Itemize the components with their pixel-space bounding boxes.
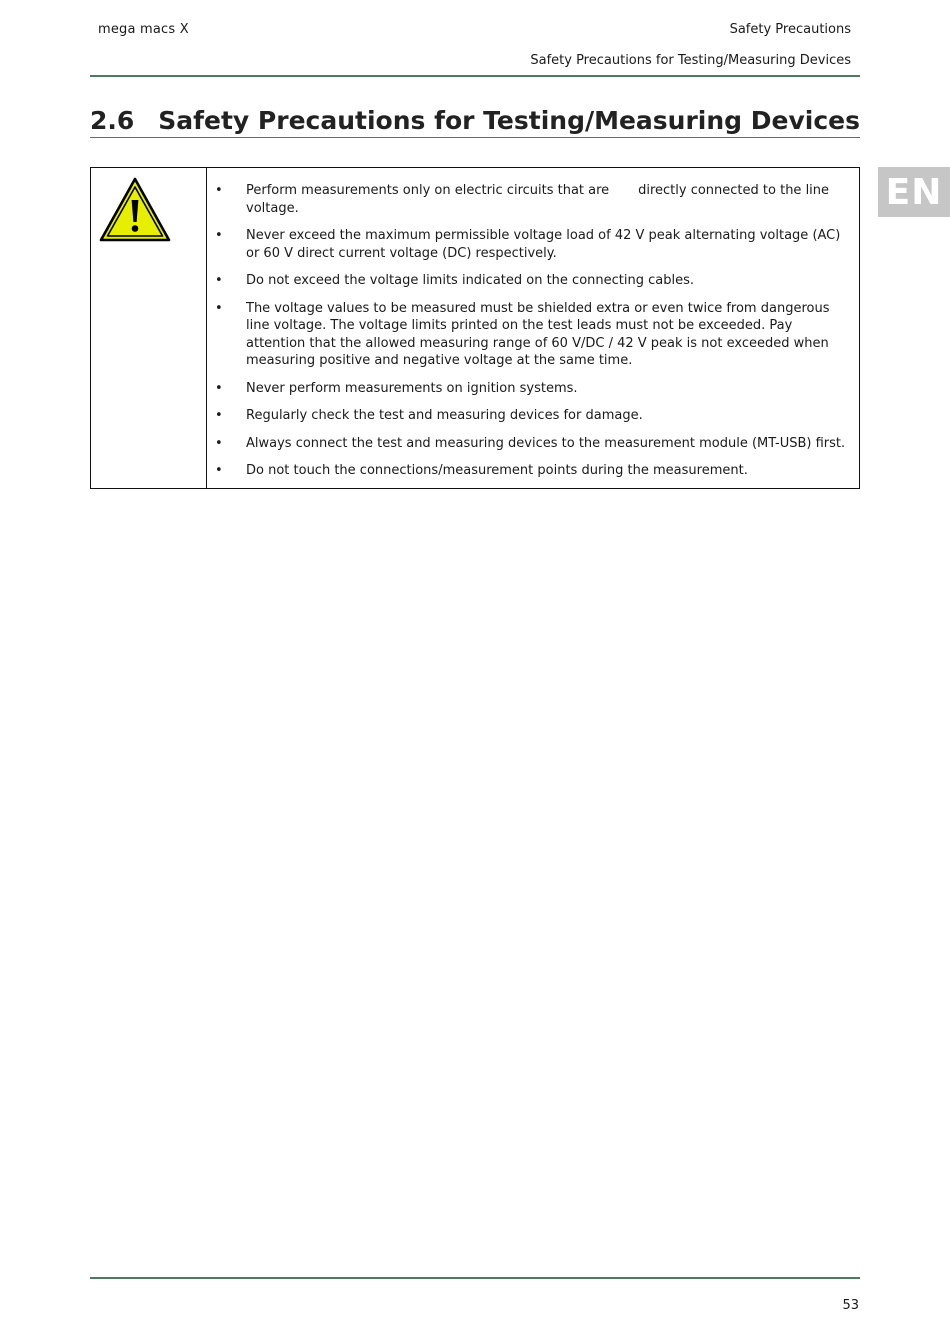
warning-item: • Always connect the test and measuring devices to the measurement module (MT-USB) first. [215,435,849,453]
warning-table [90,167,860,489]
section-number: 2.6 [90,106,135,135]
warning-triangle-icon [98,176,172,244]
warning-icon-cell [91,168,207,489]
warning-item: • Never perform measurements on ignition systems. [215,380,849,398]
header-section-title: Safety Precautions for Testing/Measuring Devices [530,53,851,68]
warning-list [215,182,849,480]
page-number: 53 [842,1298,859,1313]
warning-item: • The voltage values to be measured must be shielded extra or even twice from dangerous line voltage. The voltage limits printed on the test leads must not be exceeded. Pay attention that the allowed measuring range of 60 V/DC / 42 V peak is not exceeded when measuring positive and negative voltage at the same time. [215,300,849,370]
section-heading [90,106,860,138]
language-tab: EN [878,167,950,217]
warning-item: • Do not exceed the voltage limits indicated on the connecting cables. [215,272,849,290]
header-product-name: mega macs X [98,22,189,37]
warning-item: • Do not touch the connections/measurement points during the measurement. [215,462,849,480]
warning-item: • Regularly check the test and measuring devices for damage. [215,407,849,425]
warning-text-cell [207,168,860,489]
warning-item: • Never exceed the maximum permissible voltage load of 42 V peak alternating voltage (AC) or 60 V direct current voltage (DC) respectively. [215,227,849,262]
header-divider [90,75,860,77]
header-chapter-title: Safety Precautions [729,22,851,37]
warning-item: • Perform measurements only on electric circuits that are directly connected to the line voltage. [215,182,849,217]
footer-divider [90,1277,860,1279]
section-title: Safety Precautions for Testing/Measuring Devices [158,106,860,135]
